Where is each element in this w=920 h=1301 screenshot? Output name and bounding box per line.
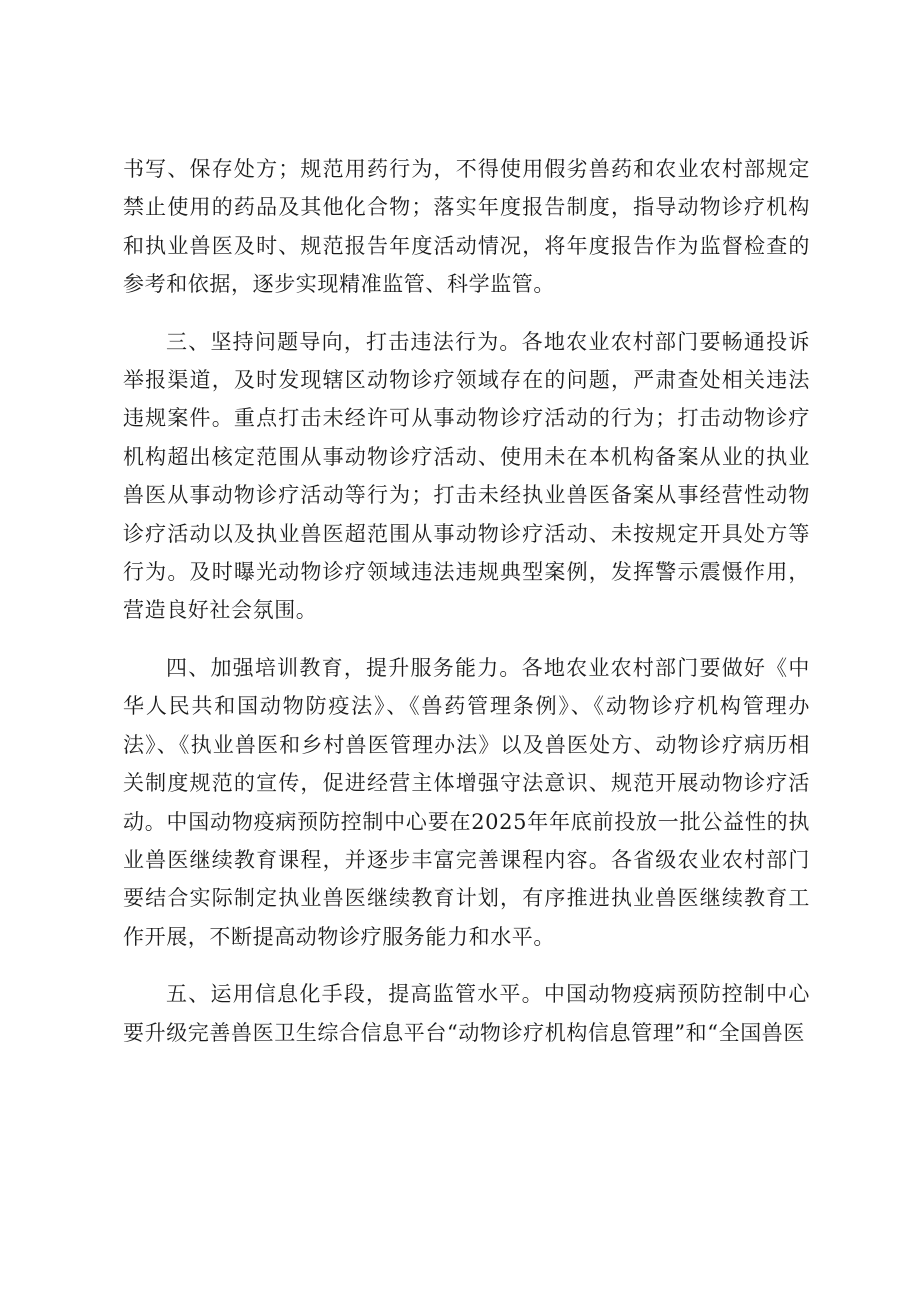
paragraph-section-four: 四、加强培训教育，提升服务能力。各地农业农村部门要做好《中华人民共和国动物防疫法》、《兽药管理条例》、《动物诊疗机构管理办法》、《执业兽医和乡村兽医管理办法》以及兽医处方、动物诊疗病历相关制度规范的宣传，促进经营主体增强守法意识、规范开展动物诊疗活动。中国动物疫病预防控制中心要在2025年年底前投放一批公益性的执业兽医继续教育课程，并逐步丰富完善课程内容。各省级农业农村部门要结合实际制定执业兽医继续教育计划，有序推进执业兽医继续教育工作开展，不断提高动物诊疗服务能力和水平。 <box>123 655 810 949</box>
paragraph-section-three: 三、坚持问题导向，打击违法行为。各地农业农村部门要畅通投诉举报渠道，及时发现辖区动物诊疗领域存在的问题，严肃查处相关违法违规案件。重点打击未经许可从事动物诊疗活动的行为；打击动物诊疗机构超出核定范围从事动物诊疗活动、使用未在本机构备案从业的执业兽医从事动物诊疗活动等行为；打击未经执业兽医备案从事经营性动物诊疗活动以及执业兽医超范围从事动物诊疗活动、未按规定开具处方等行为。及时曝光动物诊疗领域违法违规典型案例，发挥警示震慑作用，营造良好社会氛围。 <box>123 329 810 623</box>
paragraph-section-five: 五、运用信息化手段，提高监管水平。中国动物疫病预防控制中心要升级完善兽医卫生综合信息平台“动物诊疗机构信息管理”和“全国兽医 <box>123 982 810 1045</box>
paragraph-continued: 书写、保存处方；规范用药行为，不得使用假劣兽药和农业农村部规定禁止使用的药品及其他化合物；落实年度报告制度，指导动物诊疗机构和执业兽医及时、规范报告年度活动情况，将年度报告作为监督检查的参考和依据，逐步实现精准监管、科学监管。 <box>123 157 810 297</box>
document-body <box>123 150 810 1052</box>
